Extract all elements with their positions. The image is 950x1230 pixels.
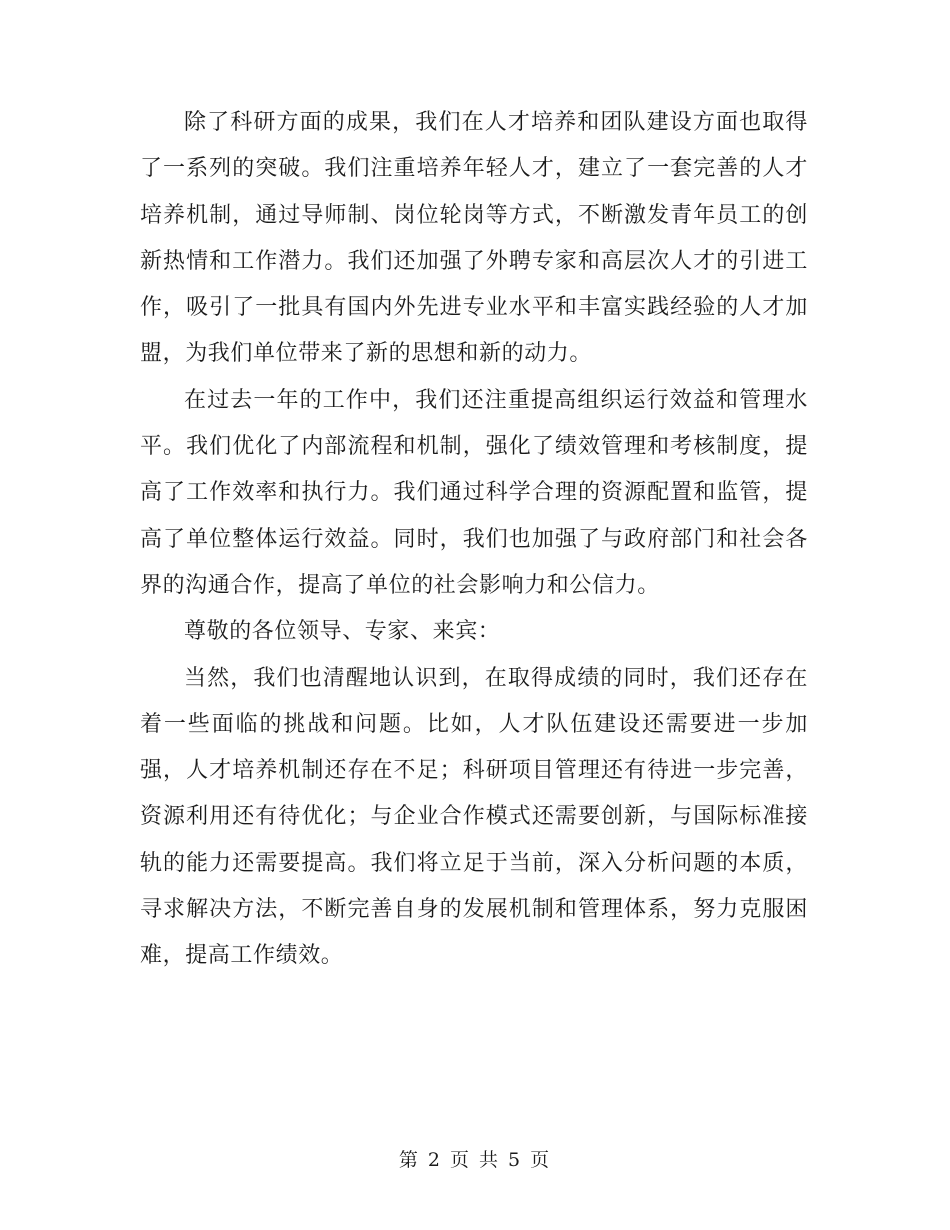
paragraph-salutation: 尊敬的各位领导、专家、来宾： <box>184 619 501 645</box>
paragraph-challenges: 当然，我们也清醒地认识到，在取得成绩的同时，我们还存在着一些面临的挑战和问题。比如，人才队伍建设还需要进一步加强，人才培养机制还存在不足；科研项目管理还有待进一步完善，资源利用还有待优化；与企业合作模式还需要创新，与国际标准接轨的能力还需要提高。我们将立足于当前，深入分析问题的本质，寻求解决方法，不断完善自身的发展机制和管理体系，努力克服困难，提高工作绩效。 <box>140 665 808 969</box>
paragraph-management-efficiency: 在过去一年的工作中，我们还注重提高组织运行效益和管理水平。我们优化了内部流程和机制，强化了绩效管理和考核制度，提高了工作效率和执行力。我们通过科学合理的资源配置和监管，提高了单位整体运行效益。同时，我们也加强了与政府部门和社会各界的沟通合作，提高了单位的社会影响力和公信力。 <box>140 387 808 598</box>
document-body <box>140 100 808 980</box>
paragraph-talent-training: 除了科研方面的成果，我们在人才培养和团队建设方面也取得了一系列的突破。我们注重培养年轻人才，建立了一套完善的人才培养机制，通过导师制、岗位轮岗等方式，不断激发青年员工的创新热情和工作潜力。我们还加强了外聘专家和高层次人才的引进工作，吸引了一批具有国内外先进专业水平和丰富实践经验的人才加盟，为我们单位带来了新的思想和新的动力。 <box>140 110 808 367</box>
page-number: 第 2 页 共 5 页 <box>398 1149 552 1171</box>
